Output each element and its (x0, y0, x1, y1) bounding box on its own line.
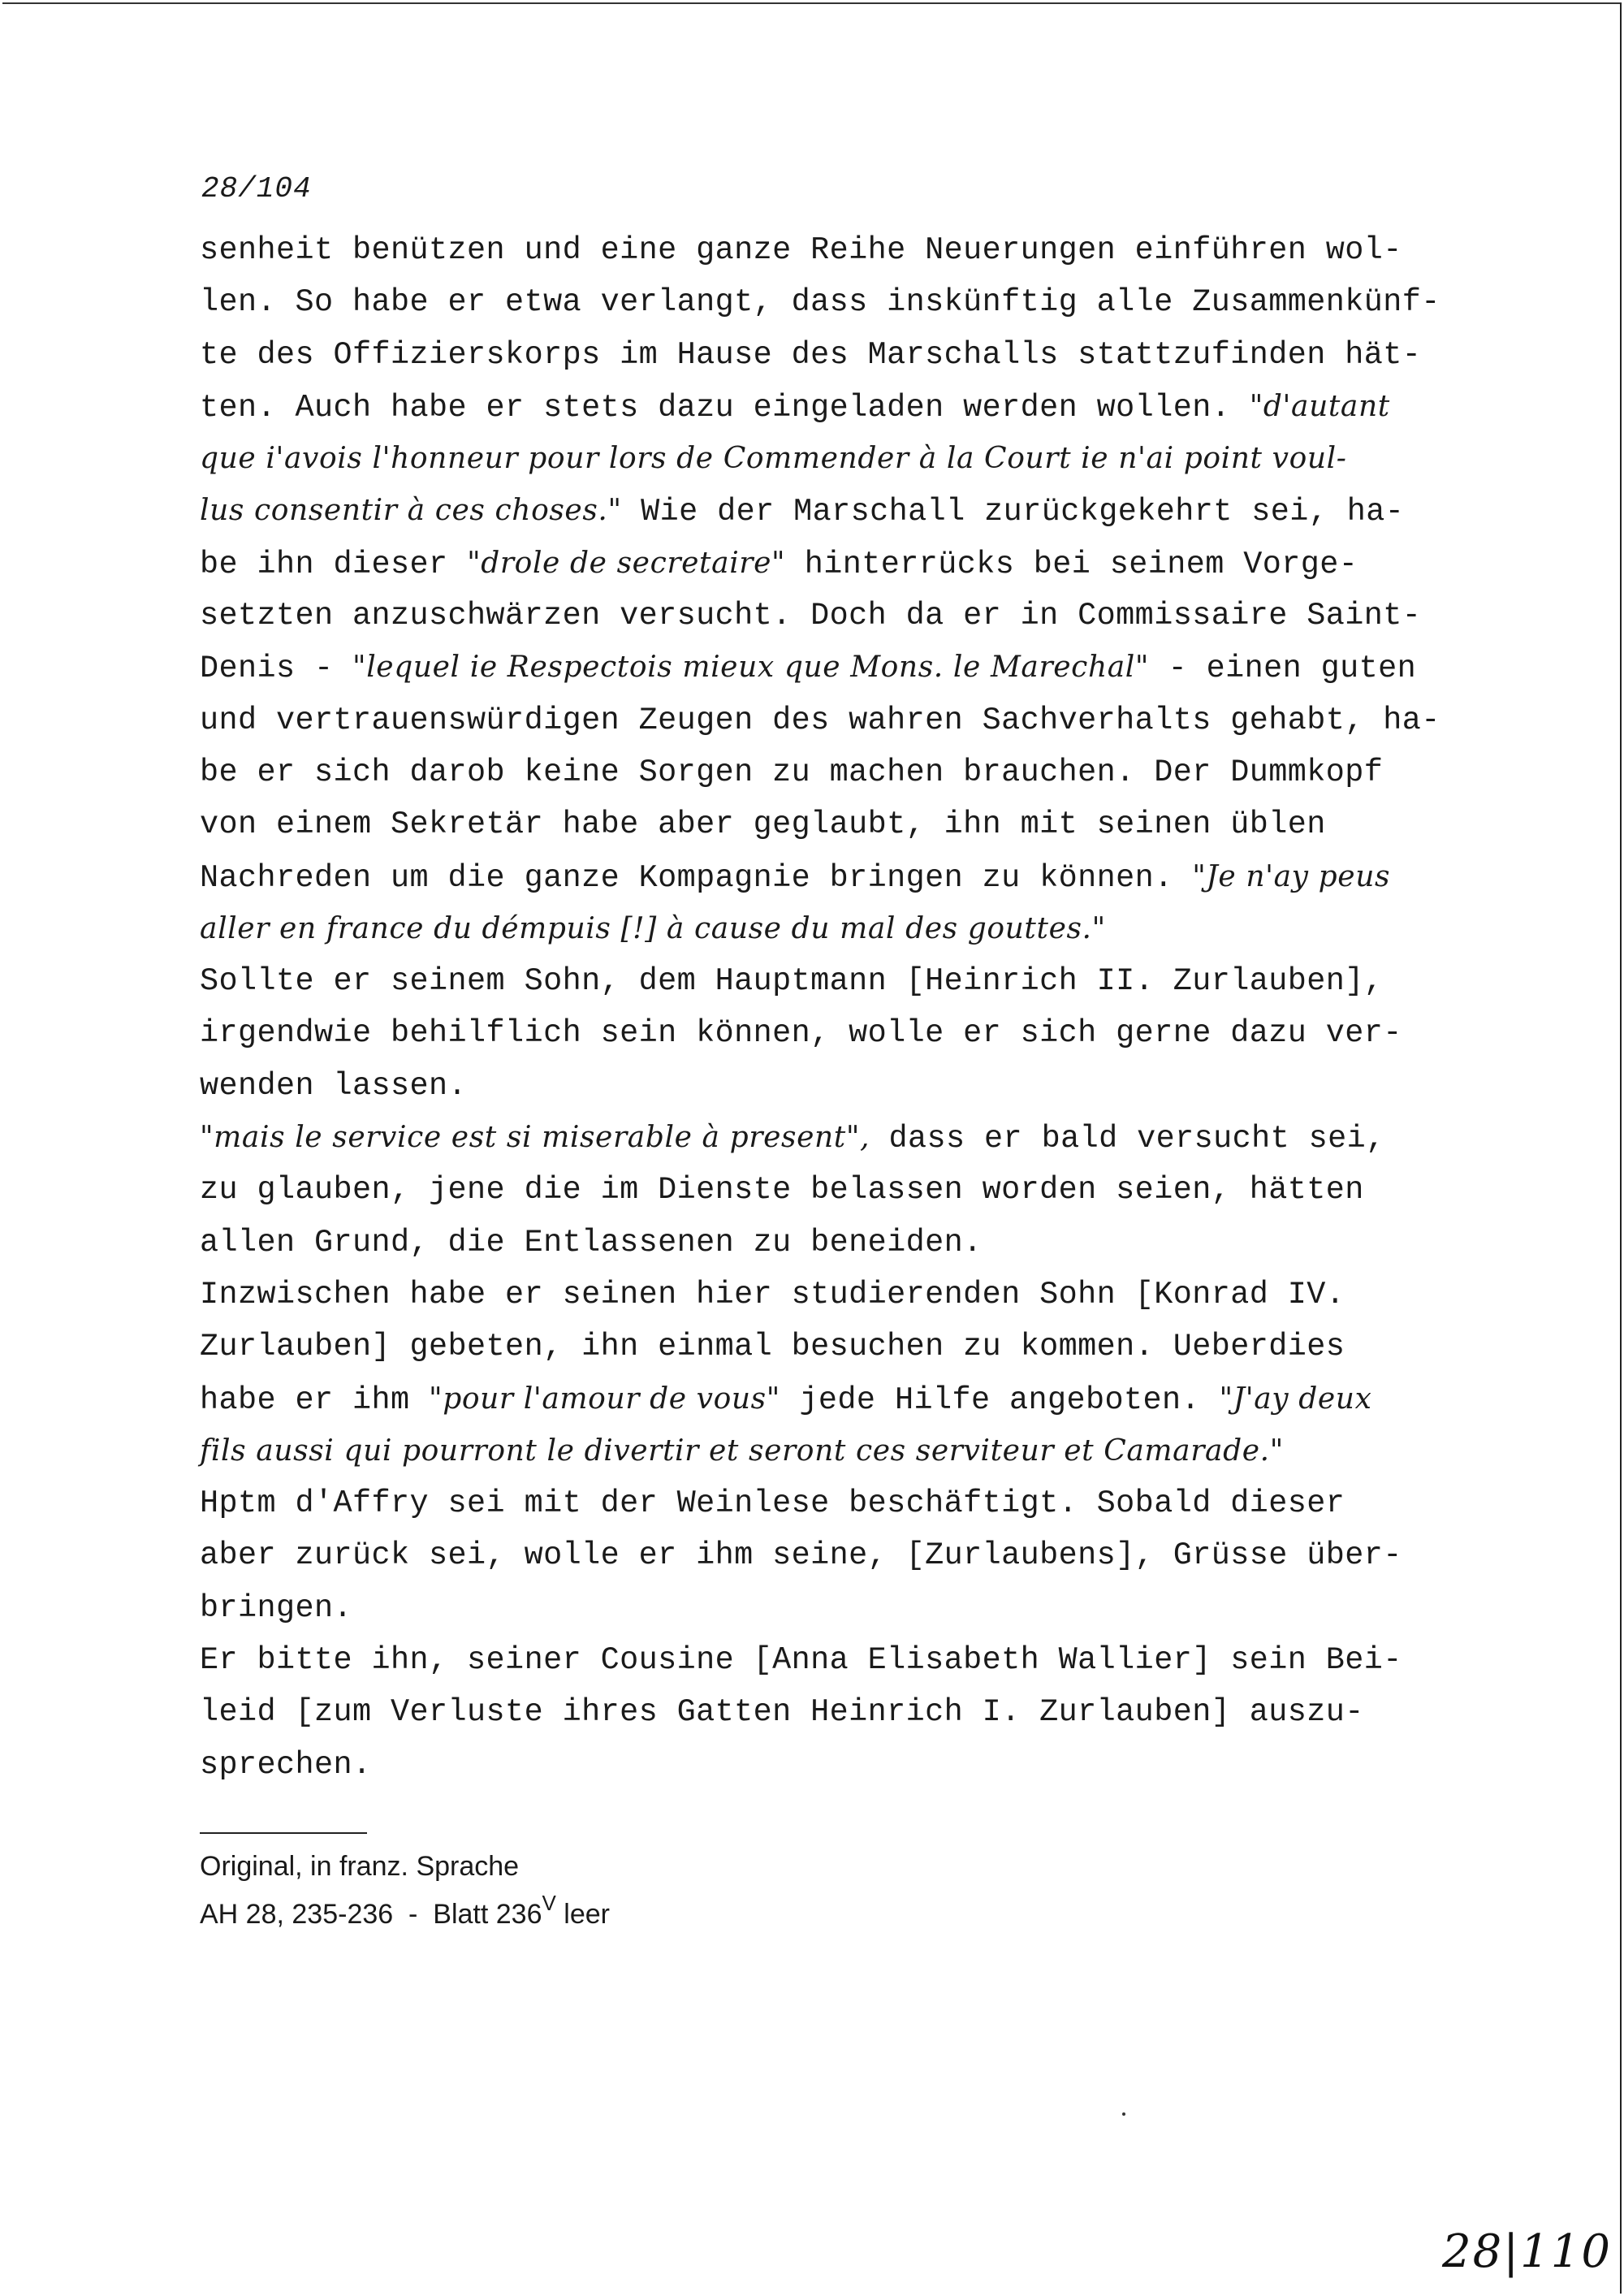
text-line (200, 1060, 1483, 1112)
stray-mark (1122, 2112, 1125, 2116)
text-segment: Inzwischen habe er seinen hier studierenden Sohn [Konrad IV. (200, 1276, 1345, 1312)
text-line (200, 1321, 1483, 1373)
text-line (200, 642, 1483, 694)
text-line (200, 1007, 1483, 1059)
text-line (200, 1739, 1483, 1791)
text-line (200, 329, 1483, 381)
text-line (200, 433, 1483, 485)
footnote-empty-note: leer (555, 1899, 610, 1930)
text-segment: Sollte er seinem Sohn, dem Hauptmann [Heinrich II. Zurlauben], (200, 963, 1384, 1000)
text-line (200, 1373, 1483, 1425)
text-segment: Er bitte ihn, seiner Cousine [Anna Elisabeth Wallier] sein Bei- (200, 1642, 1402, 1679)
french-quote: "J'ay deux (1219, 1381, 1372, 1416)
french-quote: "pour l'amour de vous" (429, 1381, 780, 1416)
text-segment: irgendwie behilflich sein können, wolle er sich gerne dazu ver- (200, 1015, 1402, 1052)
french-quote: aller en france du démpuis [!] à cause du mal des gouttes." (200, 911, 1106, 945)
text-segment: habe er ihm (200, 1381, 430, 1418)
footnote-verso-mark: V (542, 1891, 556, 1915)
text-line (200, 903, 1483, 955)
text-line (200, 1269, 1483, 1321)
text-segment: be ihn dieser (200, 546, 468, 582)
french-quote: "mais le service est si miserable à present", (200, 1121, 870, 1155)
text-segment: zu glauben, jene die im Dienste belassen worden seien, hätten (200, 1172, 1364, 1209)
text-line (200, 1477, 1483, 1529)
text-segment: Denis - (200, 651, 353, 687)
text-segment: senheit benützen und eine ganze Reihe Neuerungen einführen wol- (200, 232, 1402, 268)
footnote-rule (200, 1832, 367, 1834)
text-line (200, 1529, 1483, 1581)
text-segment: be er sich darob keine Sorgen zu machen brauchen. Der Dummkopf (200, 754, 1384, 790)
text-line (200, 746, 1483, 798)
handwritten-page-number: 28|110 (1442, 2225, 1613, 2278)
text-segment: wenden lassen. (200, 1067, 468, 1104)
footnote-archive-text: AH 28, 235-236 - Blatt 236 (200, 1899, 542, 1930)
french-quote: lus consentir à ces choses." (200, 494, 622, 528)
footnote-archive-reference (200, 1885, 610, 1930)
text-segment: allen Grund, die Entlassenen zu beneiden. (200, 1224, 983, 1260)
text-segment: hinterrücks bei seinem Vorge- (785, 546, 1358, 582)
text-segment: Hptm d'Affry sei mit der Weinlese beschäftigt. Sobald dieser (200, 1485, 1345, 1522)
text-line (200, 538, 1483, 590)
french-quote: que i'avois l'honneur pour lors de Commender à la Court ie n'ai point voul- (200, 442, 1347, 476)
text-segment: bringen. (200, 1589, 353, 1626)
french-quote: "drole de secretaire" (467, 546, 786, 580)
text-line (200, 798, 1483, 850)
text-segment: von einem Sekretär habe aber geglaubt, ihn mit seinen üblen (200, 806, 1326, 843)
text-segment: Wie der Marschall zurückgekehrt sei, ha- (621, 494, 1405, 530)
footnote-original-note: Original, in franz. Sprache (200, 1851, 520, 1882)
text-segment: und vertrauenswürdigen Zeugen des wahren Sachverhalts gehabt, ha- (200, 702, 1440, 738)
text-line (200, 1634, 1483, 1686)
text-line (200, 955, 1483, 1007)
french-quote: "Je n'ay peus (1192, 859, 1391, 893)
text-line (200, 1582, 1483, 1634)
text-line (200, 1425, 1483, 1477)
text-segment: te des Offizierskorps im Hause des Marschalls stattzufinden hät- (200, 336, 1422, 373)
french-quote: "lequel ie Respectois mieux que Mons. le Marechal" (352, 651, 1150, 685)
text-segment: sprechen. (200, 1746, 372, 1783)
text-segment: Nachreden um die ganze Kompagnie bringen zu können. (200, 859, 1193, 896)
text-line (200, 694, 1483, 746)
text-segment: len. So habe er etwa verlangt, dass inskünftig alle Zusammenkünf- (200, 284, 1440, 321)
text-segment: leid [zum Verluste ihres Gatten Heinrich I. Zurlauben] auszu- (200, 1694, 1364, 1731)
text-segment: setzten anzuschwärzen versucht. Doch da er in Commissaire Saint- (200, 598, 1422, 634)
page-reference: 28/104 (201, 172, 312, 205)
text-segment: - einen guten (1149, 651, 1417, 687)
text-line (200, 381, 1483, 433)
text-line (200, 590, 1483, 642)
text-line (200, 1112, 1483, 1164)
text-segment: aber zurück sei, wolle er ihm seine, [Zurlaubens], Grüsse über- (200, 1537, 1402, 1574)
french-quote: fils aussi qui pourront le divertir et seront ces serviteur et Camarade." (200, 1433, 1284, 1468)
text-line (200, 1164, 1483, 1216)
text-segment: ten. Auch habe er stets dazu eingeladen werden wollen. (200, 389, 1250, 426)
body-text (200, 224, 1483, 1791)
text-segment: jede Hilfe angeboten. (780, 1381, 1220, 1418)
text-line (200, 485, 1483, 537)
text-segment: dass er bald versucht sei, (870, 1121, 1385, 1157)
text-line (200, 1686, 1483, 1738)
french-quote: "d'autant (1249, 389, 1390, 423)
footnote (200, 1848, 610, 1930)
text-line (200, 276, 1483, 328)
text-segment: Zurlauben] gebeten, ihn einmal besuchen zu kommen. Ueberdies (200, 1329, 1345, 1365)
text-line (200, 851, 1483, 903)
text-line (200, 224, 1483, 276)
text-line (200, 1217, 1483, 1269)
